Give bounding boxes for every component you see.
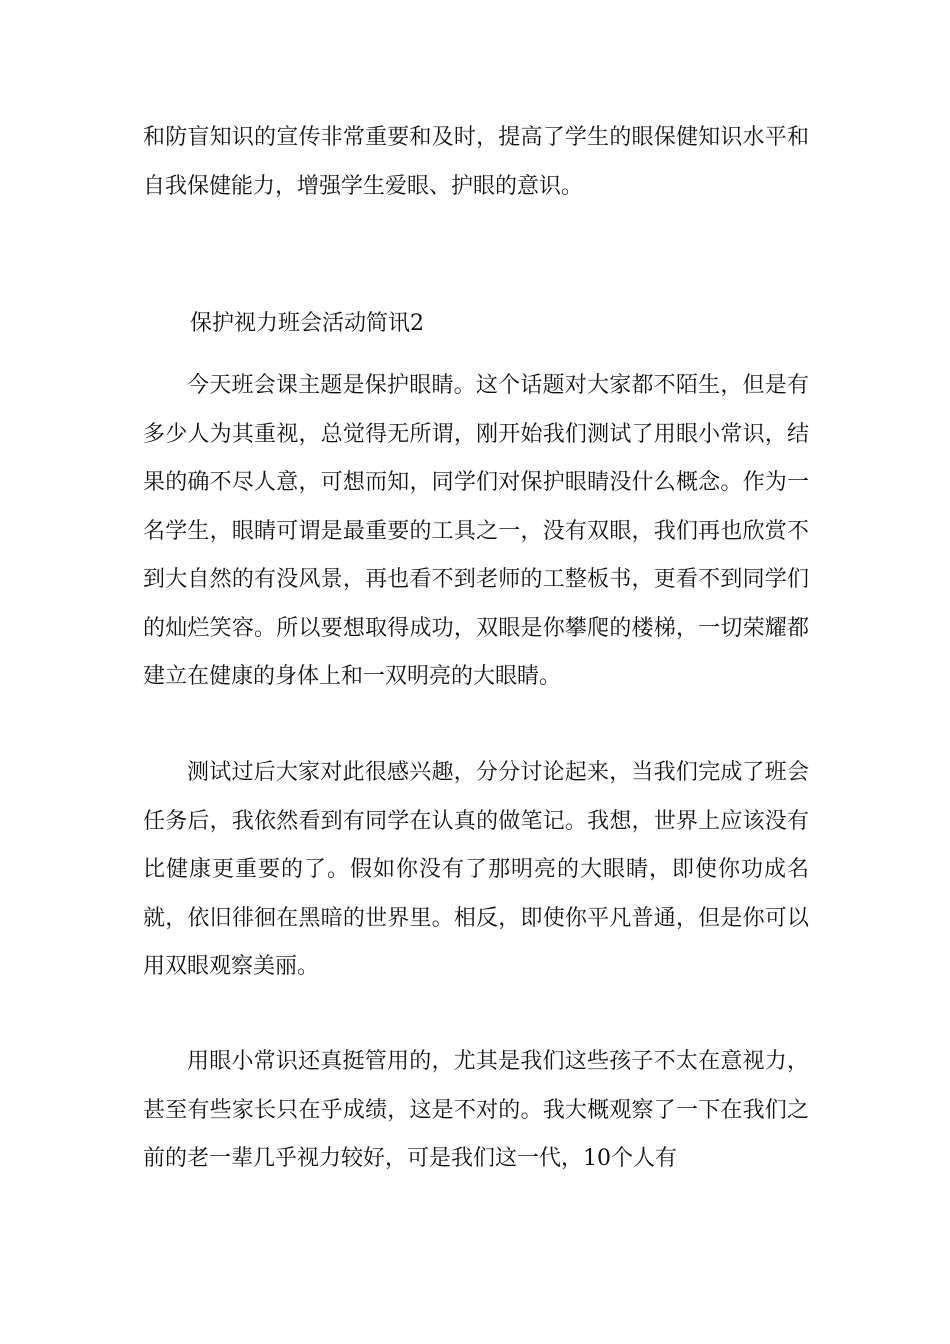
body-paragraph-3: 用眼小常识还真挺管用的，尤其是我们这些孩子不太在意视力，甚至有些家长只在乎成绩，这是不对的。我大概观察了一下在我们之前的老一辈几乎视力较好，可是我们这一代，10个人有 — [143, 1049, 809, 1171]
intro-paragraph: 和防盲知识的宣传非常重要和及时，提高了学生的眼保健知识水平和自我保健能力，增强学生爱眼、护眼的意识。 — [143, 125, 809, 199]
body-paragraph-2: 测试过后大家对此很感兴趣，分分讨论起来，当我们完成了班会任务后，我依然看到有同学在认真的做笔记。我想，世界上应该没有比健康更重要的了。假如你没有了那明亮的大眼睛，即使你功成名就，依旧徘徊在黑暗的世界里。相反，即使你平凡普通，但是你可以用双眼观察美丽。 — [143, 760, 809, 979]
body-paragraph-1: 今天班会课主题是保护眼睛。这个话题对大家都不陌生，但是有多少人为其重视，总觉得无所谓，刚开始我们测试了用眼小常识，结果的确不尽人意，可想而知，同学们对保护眼睛没什么概念。作为一名学生，眼睛可谓是最重要的工具之一，没有双眼，我们再也欣赏不到大自然的有没风景，再也看不到老师的工整板书，更看不到同学们的灿烂笑容。所以要想取得成功，双眼是你攀爬的楼梯，一切荣耀都建立在健康的身体上和一双明亮的大眼睛。 — [143, 373, 809, 689]
section-heading: 保护视力班会活动简讯2 — [190, 311, 424, 336]
